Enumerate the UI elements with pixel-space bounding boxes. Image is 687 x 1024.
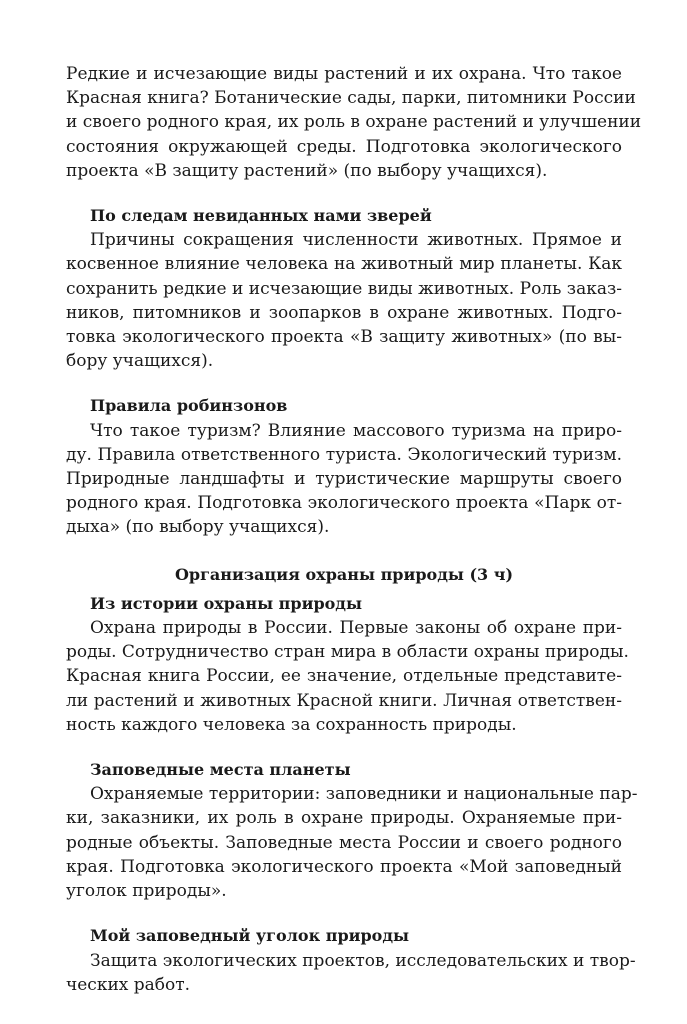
topic-heading: Заповедные места планеты	[90, 760, 351, 780]
text-line: Защита экологических проектов, исследовательских и твор-	[90, 950, 636, 971]
text-line: роды. Сотрудничество стран мира в области охраны природы.	[66, 642, 629, 663]
text-line: состояния окружающей среды. Подготовка экологического	[66, 136, 622, 157]
text-line: ность каждого человека за сохранность природы.	[66, 714, 517, 735]
text-line: Что такое туризм? Влияние массового туризма на приро-	[90, 420, 622, 441]
text-line: косвенное влияние человека на животный мир планеты. Как	[66, 254, 622, 275]
text-line: Красная книга России, ее значение, отдельные представите-	[66, 666, 622, 687]
text-line: Природные ландшафты и туристические маршруты своего	[66, 469, 622, 490]
text-line: ческих работ.	[66, 974, 191, 995]
text-line: Редкие и исчезающие виды растений и их охрана. Что такое	[66, 64, 622, 84]
topic-heading: Из истории охраны природы	[90, 593, 362, 613]
text-line: сохранить редкие и исчезающие виды животных. Роль заказ-	[66, 278, 622, 299]
section-title: Организация охраны природы (3 ч)	[174, 564, 514, 584]
text-line: уголок природы».	[66, 881, 227, 902]
topic-paragraph	[66, 228, 622, 373]
text-line: ников, питомников и зоопарков в охране животных. Подго-	[66, 302, 622, 323]
text-line: края. Подготовка экологического проекта «Мой заповедный	[66, 856, 622, 877]
text-line: и своего родного края, их роль в охране растений и улучшении	[66, 112, 642, 133]
text-line: ки, заказники, их роль в охране природы. Охраняемые при-	[66, 808, 622, 829]
text-line: Красная книга? Ботанические сады, парки, питомники России	[66, 88, 636, 109]
text-line: Охрана природы в России. Первые законы об охране при-	[90, 618, 622, 639]
topic-paragraph	[66, 419, 622, 540]
text-line: проекта «В защиту растений» (по выбору учащихся).	[66, 160, 548, 181]
text-line: ли растений и животных Красной книги. Личная ответствен-	[66, 690, 622, 711]
topic-heading: Правила робинзонов	[90, 396, 288, 416]
text-line: ду. Правила ответственного туриста. Экологический туризм.	[66, 444, 622, 465]
document-page	[66, 62, 642, 997]
text-line: товка экологического проекта «В защиту животных» (по вы-	[66, 327, 622, 348]
topic-paragraph	[66, 949, 636, 997]
text-line: Охраняемые территории: заповедники и национальные пар-	[90, 784, 638, 805]
text-line: бору учащихся).	[66, 351, 214, 372]
text-line: родные объекты. Заповедные места России и своего родного	[66, 832, 622, 853]
intro-paragraph	[66, 62, 642, 183]
topic-paragraph	[66, 616, 629, 737]
text-line: дыха» (по выбору учащихся).	[66, 517, 330, 538]
text-line: родного края. Подготовка экологического проекта «Парк от-	[66, 493, 622, 514]
text-line: Причины сокращения численности животных. Прямое и	[90, 230, 622, 251]
topic-heading: Мой заповедный уголок природы	[90, 926, 410, 946]
topic-heading: По следам невиданных нами зверей	[90, 206, 432, 226]
topic-paragraph	[66, 782, 638, 903]
